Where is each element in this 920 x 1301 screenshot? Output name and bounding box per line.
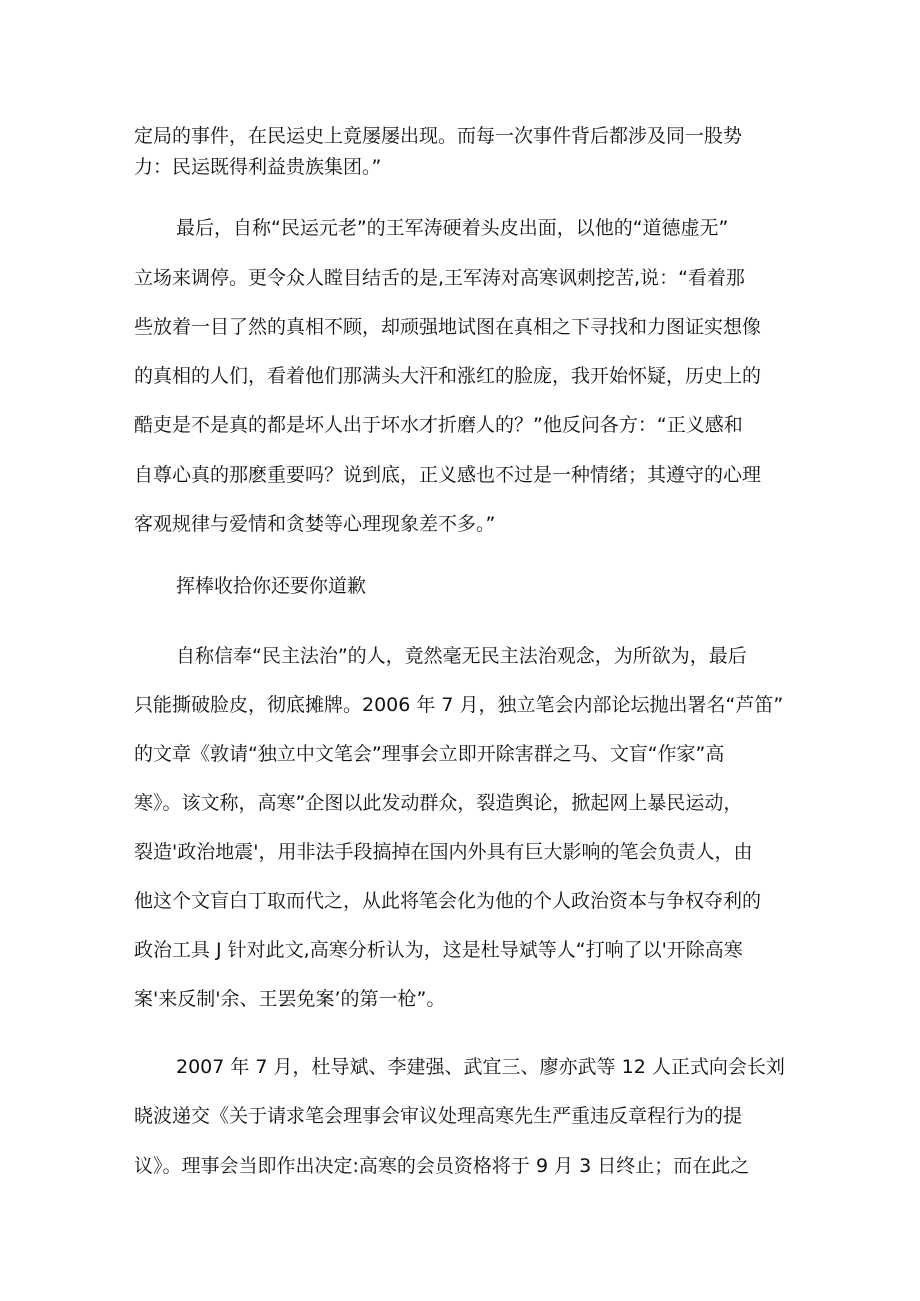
text-line: 案'来反制'余、王罢免案’的第一枪”。 — [134, 988, 446, 1010]
text-line: 力：民运既得利益贵族集团。” — [134, 156, 382, 178]
section-heading: 挥棒收拾你还要你道歉 — [176, 575, 367, 597]
text-line: 他这个文盲白丁取而代之，从此将笔会化为他的个人政治资本与争权夺利的 — [134, 890, 762, 912]
text-line: 裂造'政治地震'，用非法手段搞掉在国内外具有巨大影响的笔会负责人，由 — [134, 841, 753, 863]
text-line: 定局的事件，在民运史上竟屡屡出现。而每一次事件背后都涉及同一股势 — [134, 125, 743, 147]
text-line: 2007 年 7 月，杜导斌、李建强、武宜三、廖亦武等 12 人正式向会长刘 — [176, 1056, 785, 1078]
text-line: 最后，自称“民运元老”的王军涛硬着头皮出面，以他的“道德虚无” — [176, 217, 729, 239]
text-line: 立场来调停。更令众人瞠目结舌的是,王军涛对高寒讽刺挖苦,说：“看着那 — [134, 267, 745, 289]
text-line: 寒》。该文称，高寒”企图以此发动群众，裂造舆论，掀起网上暴民运动， — [134, 792, 743, 814]
text-line: 自称信奉“民主法治”的人，竟然毫无民主法治观念，为所欲为，最后 — [176, 645, 747, 667]
text-line: 自尊心真的那麽重要吗？说到底，正义感也不过是一种情绪；其遵守的心理 — [134, 464, 762, 486]
text-line: 些放着一目了然的真相不顾，却顽强地试图在真相之下寻找和力图证实想像 — [134, 316, 762, 338]
text-line: 议》。理事会当即作出决定:高寒的会员资格将于 9 月 3 日终止；而在此之 — [134, 1155, 750, 1177]
text-line: 客观规律与爱情和贪婪等心理现象差不多。” — [134, 513, 496, 535]
text-line: 的真相的人们，看着他们那满头大汗和涨红的脸庞，我开始怀疑，历史上的 — [134, 365, 762, 387]
text-line: 只能撕破脸皮，彻底摊牌。2006 年 7 月，独立笔会内部论坛抛出署名“芦笛” — [134, 694, 784, 716]
text-line: 政治工具 J 针对此文,高寒分析认为，这是杜导斌等人“打响了以'开除高寒 — [134, 939, 743, 961]
text-line: 晓波递交《关于请求笔会理事会审议处理高寒先生严重违反章程行为的提 — [134, 1105, 743, 1127]
text-line: 酷吏是不是真的都是坏人出于坏水才折磨人的？”他反问各方：“正义感和 — [134, 414, 743, 436]
text-line: 的文章《敦请“独立中文笔会”理事会立即开除害群之马、文盲“作家”高 — [134, 743, 725, 765]
